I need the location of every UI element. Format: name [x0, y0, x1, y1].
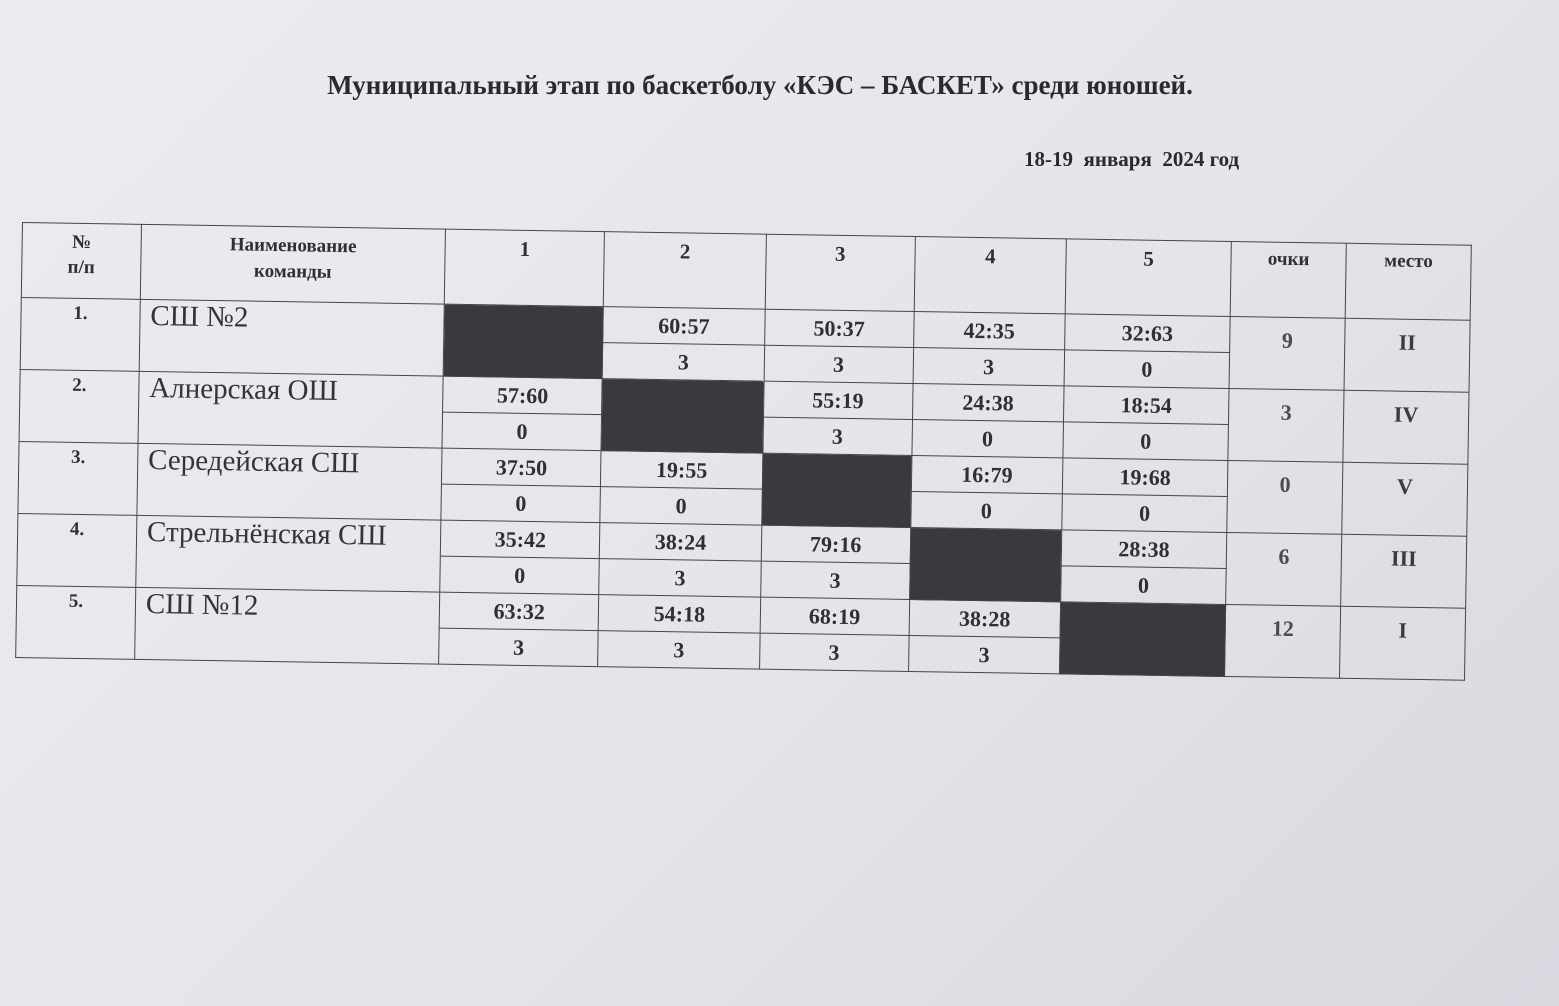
document-date: 18-19 января 2024 год — [1024, 147, 1240, 171]
place-cell: I — [1339, 606, 1465, 680]
team-name: Алнерская ОШ — [138, 371, 443, 448]
place-cell: III — [1341, 534, 1467, 608]
match-score-cell: 50:37 — [764, 309, 914, 347]
table-body — [16, 297, 1470, 680]
match-points-cell: 3 — [598, 631, 760, 670]
header-points: очки — [1230, 241, 1346, 318]
match-points-cell: 3 — [908, 635, 1060, 673]
total-points-cell: 0 — [1227, 460, 1343, 534]
match-points-cell: 3 — [913, 348, 1065, 386]
match-points-cell: 0 — [911, 491, 1063, 529]
match-score-cell: 24:38 — [912, 384, 1064, 422]
header-place: место — [1345, 243, 1471, 320]
match-points-cell: 3 — [599, 559, 761, 598]
header-num-line1: № — [71, 231, 92, 254]
match-score-cell: 19:68 — [1062, 458, 1228, 497]
row-number: 5. — [16, 585, 136, 659]
header-num — [21, 223, 141, 300]
place-cell: V — [1342, 462, 1468, 536]
header-team-name — [140, 224, 445, 304]
header-col-1: 1 — [444, 229, 604, 306]
header-col-3: 3 — [765, 234, 915, 311]
match-points-cell: 0 — [600, 487, 762, 526]
match-points-cell: 0 — [912, 420, 1064, 458]
results-table-wrapper — [15, 222, 1472, 681]
match-score-cell: 37:50 — [442, 448, 602, 486]
diagonal-blackout-cell — [909, 527, 1061, 601]
match-points-cell: 3 — [764, 345, 914, 383]
match-score-cell: 28:38 — [1061, 530, 1227, 569]
match-score-cell: 32:63 — [1064, 314, 1230, 353]
match-score-cell: 35:42 — [440, 520, 600, 558]
row-number: 4. — [17, 513, 137, 587]
total-points-cell: 12 — [1225, 604, 1341, 678]
match-points-cell: 3 — [760, 561, 910, 599]
match-points-cell: 3 — [759, 633, 909, 671]
match-points-cell: 0 — [440, 556, 600, 594]
row-number: 3. — [18, 441, 138, 515]
match-points-cell: 3 — [439, 628, 599, 666]
match-score-cell: 19:55 — [601, 451, 763, 490]
header-name-line1: Наименование — [229, 234, 357, 258]
match-points-cell: 0 — [441, 484, 601, 522]
match-score-cell: 60:57 — [603, 307, 765, 346]
match-points-cell: 0 — [1062, 494, 1228, 533]
header-col-5: 5 — [1065, 239, 1231, 317]
match-points-cell: 3 — [763, 417, 913, 455]
total-points-cell: 3 — [1228, 388, 1344, 462]
match-score-cell: 54:18 — [599, 595, 761, 634]
team-name: СШ №12 — [135, 587, 440, 664]
match-score-cell: 18:54 — [1063, 386, 1229, 425]
match-score-cell: 16:79 — [911, 456, 1063, 494]
results-table — [15, 222, 1472, 681]
match-score-cell: 38:28 — [909, 599, 1061, 637]
match-score-cell: 63:32 — [439, 592, 599, 630]
match-points-cell: 0 — [1061, 566, 1227, 605]
place-cell: II — [1344, 318, 1470, 392]
match-points-cell: 0 — [1063, 422, 1229, 461]
header-col-2: 2 — [604, 232, 766, 310]
total-points-cell: 9 — [1229, 316, 1345, 390]
match-points-cell: 3 — [603, 343, 765, 382]
header-num-line2: п/п — [67, 256, 95, 279]
diagonal-blackout-cell — [761, 453, 911, 527]
document-title: Муниципальный этап по баскетболу «КЭС – БАСКЕТ» среди юношей. — [327, 70, 1193, 100]
match-points-cell: 0 — [1064, 350, 1230, 389]
header-col-4: 4 — [914, 237, 1066, 314]
place-cell: IV — [1343, 390, 1469, 464]
diagonal-blackout-cell — [1059, 602, 1225, 677]
team-name: СШ №2 — [139, 299, 444, 376]
row-number: 2. — [19, 369, 139, 443]
total-points-cell: 6 — [1226, 532, 1342, 606]
match-score-cell: 68:19 — [760, 597, 910, 635]
match-score-cell: 57:60 — [443, 376, 603, 414]
diagonal-blackout-cell — [443, 304, 603, 378]
match-points-cell: 0 — [442, 412, 602, 450]
match-score-cell: 55:19 — [763, 381, 913, 419]
row-number: 1. — [20, 297, 140, 371]
team-name: Стрельнёнская СШ — [136, 515, 441, 592]
team-name: Середейская СШ — [137, 443, 442, 520]
header-name-line2: команды — [253, 260, 332, 283]
match-score-cell: 42:35 — [913, 312, 1065, 350]
match-score-cell: 79:16 — [761, 525, 911, 563]
diagonal-blackout-cell — [601, 379, 763, 454]
match-score-cell: 38:24 — [600, 523, 762, 562]
